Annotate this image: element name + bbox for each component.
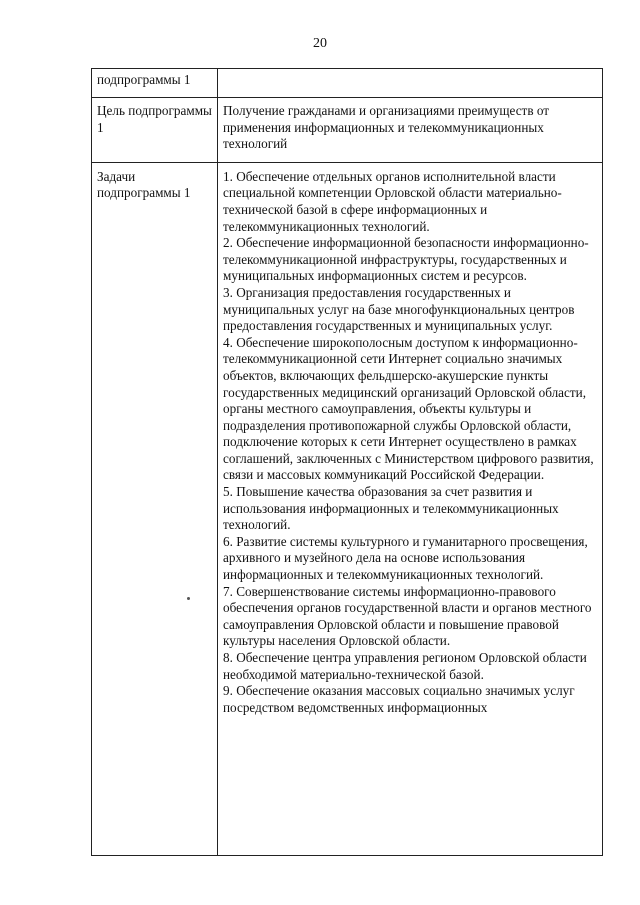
program-passport-table bbox=[91, 68, 603, 856]
task-item: 6. Развитие системы культурного и гуманитарного просвещения, архивного и музейного дела на основе использования информационных и телекоммуникационных технологий. bbox=[223, 533, 588, 583]
row-label: Цель подпрограммы 1 bbox=[92, 98, 218, 163]
task-item: 9. Обеспечение оказания массовых социально значимых услуг посредством ведомственных информационных bbox=[223, 683, 575, 715]
row-content: Получение гражданами и организациями преимуществ от применения информационных и телекоммуникационных технологий bbox=[218, 98, 603, 163]
row-content bbox=[218, 69, 603, 98]
task-item: 2. Обеспечение информационной безопасности информационно-телекоммуникационной инфраструктуры, государственных и муниципальных информационных систем и ресурсов. bbox=[223, 235, 589, 284]
task-item: 1. Обеспечение отдельных органов исполнительной власти специальной компетенции Орловской области материально-технической базой в сфере информационных и телекоммуникационных технологий. bbox=[223, 168, 562, 234]
task-item: 5. Повышение качества образования за счет развития и использования информационных и телекоммуникационных технологий. bbox=[223, 484, 559, 533]
table-row bbox=[92, 69, 603, 98]
task-item: 4. Обеспечение широкополосным доступом к информационно-телекоммуникационной сети Интернет социально значимых объектов, включающих фельдшерско-акушерские пункты государственных медицинский организаций Орловской области, органы местного самоуправления, объекты культуры и подразделения противопожарной службы Орловской области, подключение которых к сети Интернет осуществлено в рамках соглашений, заключенных с Министерством цифрового развития, связи и массовых коммуникаций Российской Федерации. bbox=[223, 334, 594, 483]
page-number: 20 bbox=[313, 36, 327, 51]
task-item: 8. Обеспечение центра управления регионом Орловской области необходимой материально-технической базой. bbox=[223, 650, 587, 682]
scan-speck bbox=[187, 597, 190, 600]
row-label: подпрограммы 1 bbox=[92, 69, 218, 98]
table-row bbox=[92, 98, 603, 163]
task-item: 3. Организация предоставления государственных и муниципальных услуг на базе многофункциональных центров предоставления государственных и муниципальных услуг. bbox=[223, 284, 575, 334]
task-item: 7. Совершенствование системы информационно-правового обеспечения органов государственной власти и органов местного самоуправления Орловской области и повышение правовой культуры населения Орловской области. bbox=[223, 583, 592, 649]
row-label: Задачи подпрограммы 1 bbox=[92, 162, 218, 855]
tasks-cell bbox=[218, 162, 603, 855]
table-row bbox=[92, 162, 603, 855]
